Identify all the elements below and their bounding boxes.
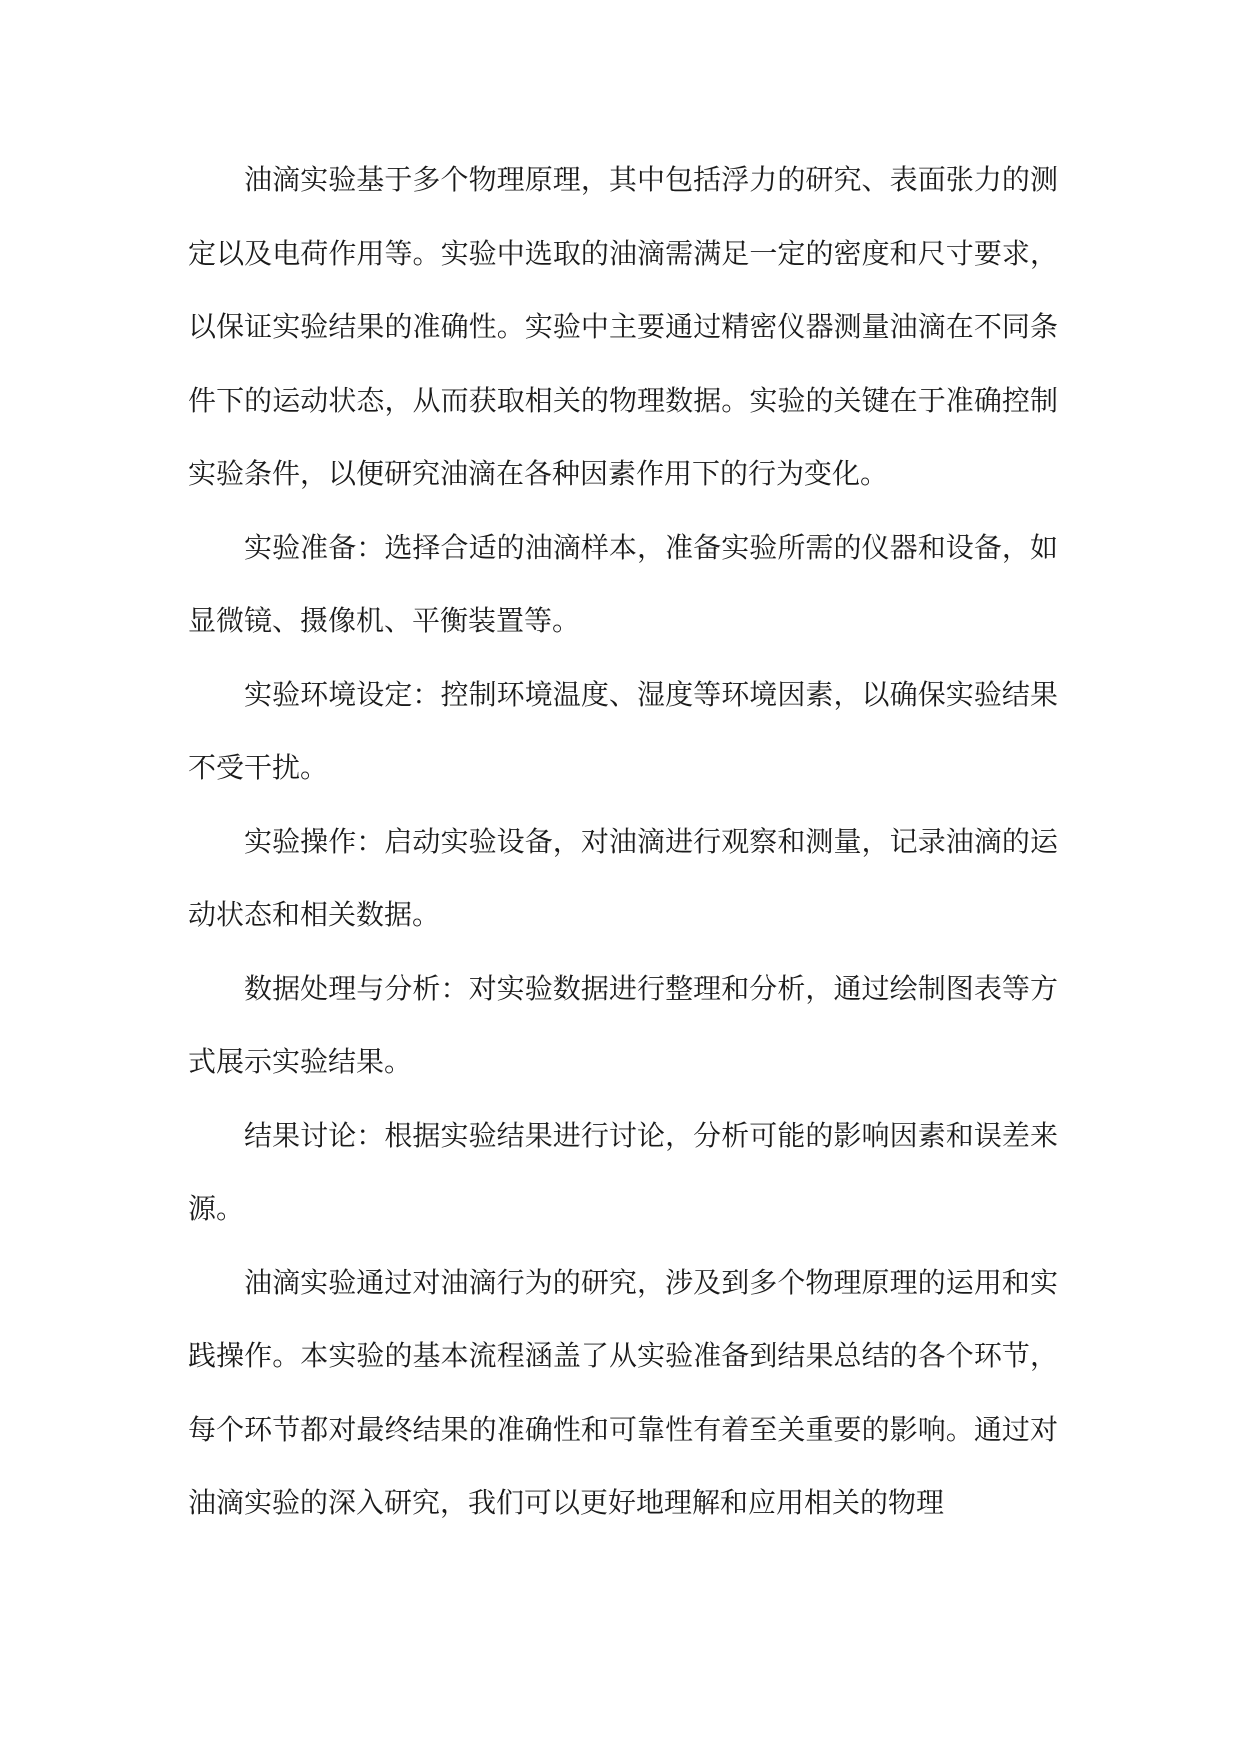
paragraph-environment: 实验环境设定：控制环境温度、湿度等环境因素，以确保实验结果不受干扰。: [188, 677, 1058, 784]
paragraph-discussion: 结果讨论：根据实验结果进行讨论，分析可能的影响因素和误差来源。: [188, 1118, 1058, 1225]
document-body: [188, 143, 1058, 1540]
paragraph-data-analysis: 数据处理与分析：对实验数据进行整理和分析，通过绘制图表等方式展示实验结果。: [188, 971, 1058, 1078]
paragraph-conclusion: 油滴实验通过对油滴行为的研究，涉及到多个物理原理的运用和实践操作。本实验的基本流程涵盖了从实验准备到结果总结的各个环节，每个环节都对最终结果的准确性和可靠性有着至关重要的影响。通过对油滴实验的深入研究，我们可以更好地理解和应用相关的物理: [188, 1265, 1058, 1519]
paragraph-preparation: 实验准备：选择合适的油滴样本，准备实验所需的仪器和设备，如显微镜、摄像机、平衡装置等。: [188, 530, 1058, 637]
paragraph-principles: 油滴实验基于多个物理原理，其中包括浮力的研究、表面张力的测定以及电荷作用等。实验中选取的油滴需满足一定的密度和尺寸要求，以保证实验结果的准确性。实验中主要通过精密仪器测量油滴在不同条件下的运动状态，从而获取相关的物理数据。实验的关键在于准确控制实验条件，以便研究油滴在各种因素作用下的行为变化。: [188, 163, 1058, 490]
paragraph-operation: 实验操作：启动实验设备，对油滴进行观察和测量，记录油滴的运动状态和相关数据。: [188, 824, 1058, 931]
